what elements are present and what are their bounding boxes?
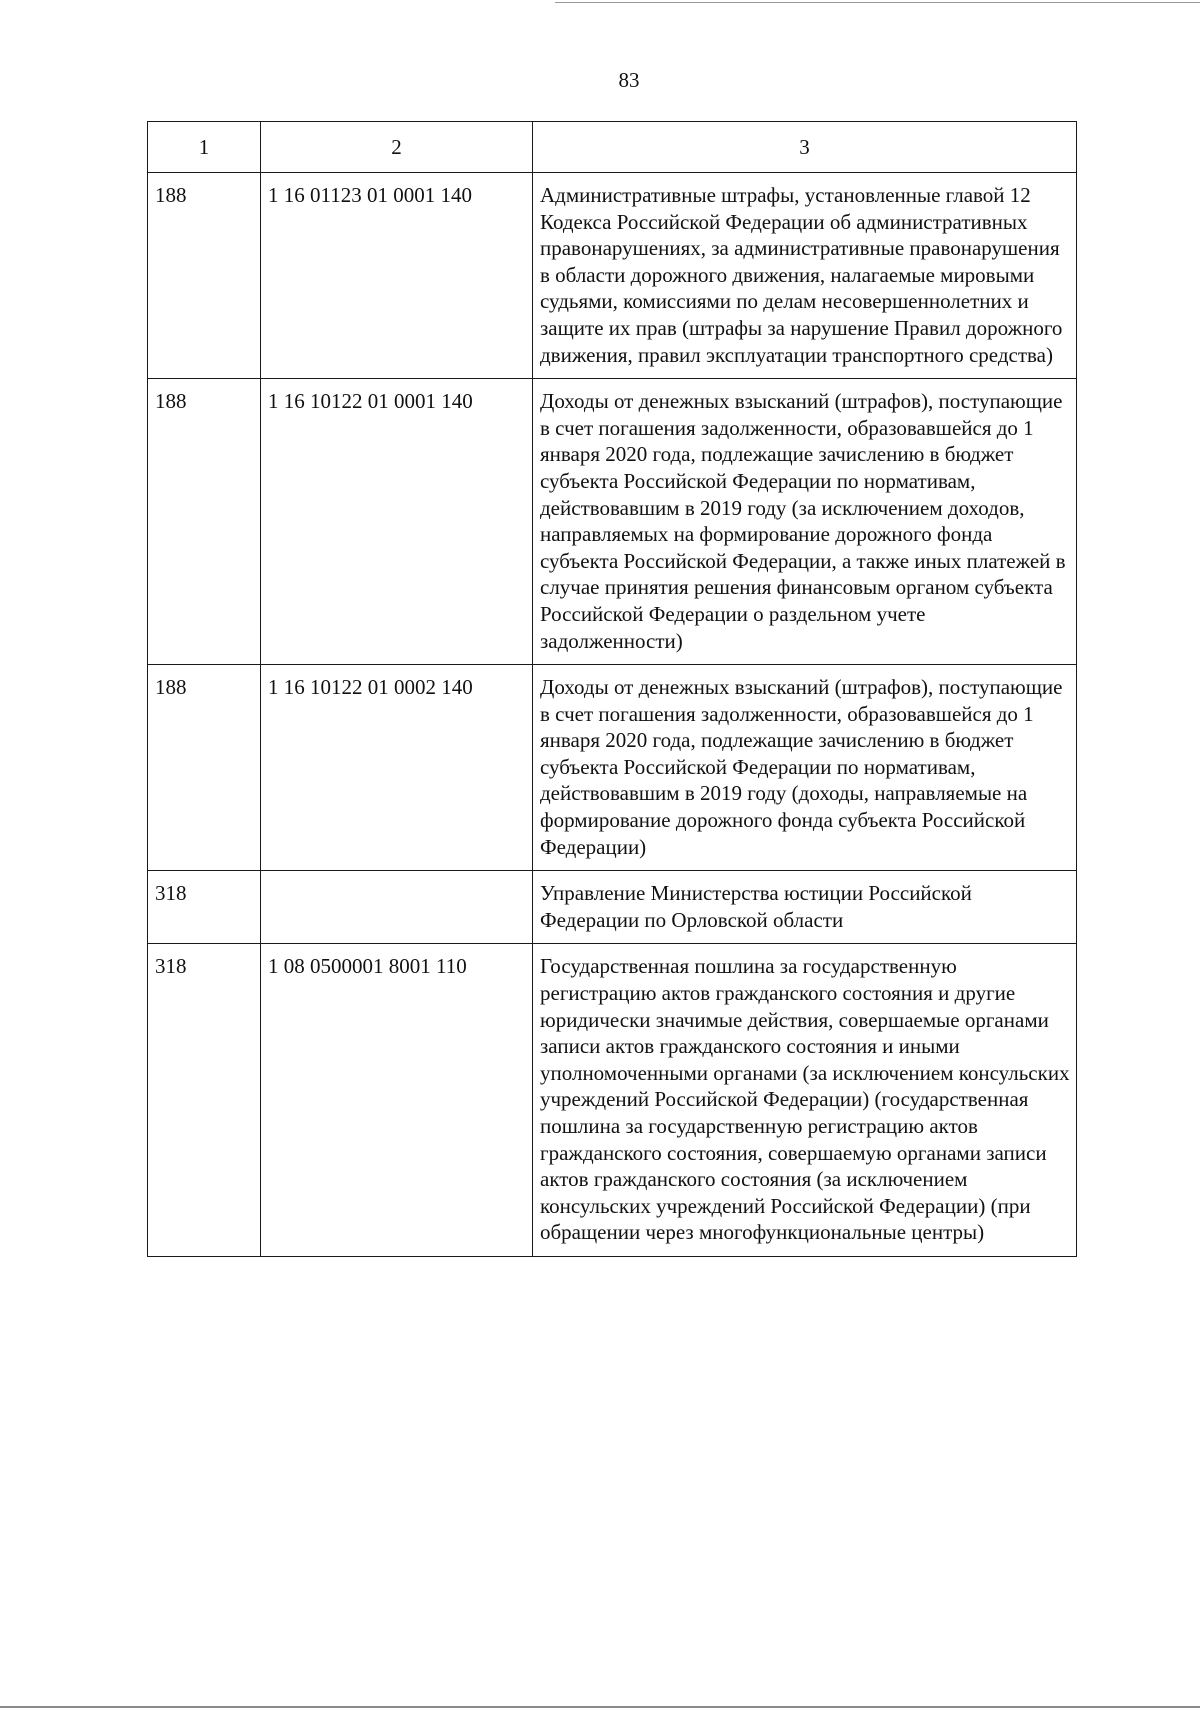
table-row [148, 173, 1077, 379]
column-header-3: 3 [533, 122, 1077, 173]
kbk-code-cell [261, 871, 533, 944]
description-cell: Административные штрафы, установленные главой 12 Кодекса Российской Федерации об административных правонарушениях, за административные правонарушения в области дорожного движения, налагаемые мировыми судьями, комиссиями по делам несовершеннолетних и защите их прав (штрафы за нарушение Правил дорожного движения, правил эксплуатации транспортного средства) [533, 173, 1077, 379]
description-cell: Доходы от денежных взысканий (штрафов), поступающие в счет погашения задолженности, образовавшейся до 1 января 2020 года, подлежащие зачислению в бюджет субъекта Российской Федерации по нормативам, действовавшим в 2019 году (за исключением доходов, направляемых на формирование дорожного фонда субъекта Российской Федерации, а также иных платежей в случае принятия решения финансовым органом субъекта Российской Федерации о раздельном учете задолженности) [533, 379, 1077, 665]
table-row [148, 379, 1077, 665]
admin-code-cell: 318 [148, 944, 261, 1257]
kbk-code-cell: 1 08 0500001 8001 110 [261, 944, 533, 1257]
table-row [148, 944, 1077, 1257]
scan-edge-bottom [0, 1706, 1200, 1708]
table-header-row [148, 122, 1077, 173]
admin-code-cell: 188 [148, 173, 261, 379]
description-cell: Государственная пошлина за государственную регистрацию актов гражданского состояния и другие юридически значимые действия, совершаемые органами записи актов гражданского состояния и иными уполномоченными органами (за исключением консульских учреждений Российской Федерации) (государственная пошлина за государственную регистрацию актов гражданского состояния, совершаемую органами записи актов гражданского состояния (за исключением консульских учреждений Российской Федерации) (при обращении через многофункциональные центры) [533, 944, 1077, 1257]
column-header-1: 1 [148, 122, 261, 173]
column-header-2: 2 [261, 122, 533, 173]
table-row [148, 871, 1077, 944]
scan-edge-top [555, 2, 1200, 3]
page-number: 83 [618, 68, 640, 92]
admin-code-cell: 188 [148, 379, 261, 665]
description-cell: Доходы от денежных взысканий (штрафов), поступающие в счет погашения задолженности, образовавшейся до 1 января 2020 года, подлежащие зачислению в бюджет субъекта Российской Федерации по нормативам, действовавшим в 2019 году (доходы, направляемые на формирование дорожного фонда субъекта Российской Федерации) [533, 665, 1077, 871]
table-row [148, 665, 1077, 871]
revenue-codes-table [147, 121, 1077, 1257]
admin-code-cell: 188 [148, 665, 261, 871]
kbk-code-cell: 1 16 01123 01 0001 140 [261, 173, 533, 379]
kbk-code-cell: 1 16 10122 01 0002 140 [261, 665, 533, 871]
kbk-code-cell: 1 16 10122 01 0001 140 [261, 379, 533, 665]
admin-code-cell: 318 [148, 871, 261, 944]
description-cell: Управление Министерства юстиции Российской Федерации по Орловской области [533, 871, 1077, 944]
